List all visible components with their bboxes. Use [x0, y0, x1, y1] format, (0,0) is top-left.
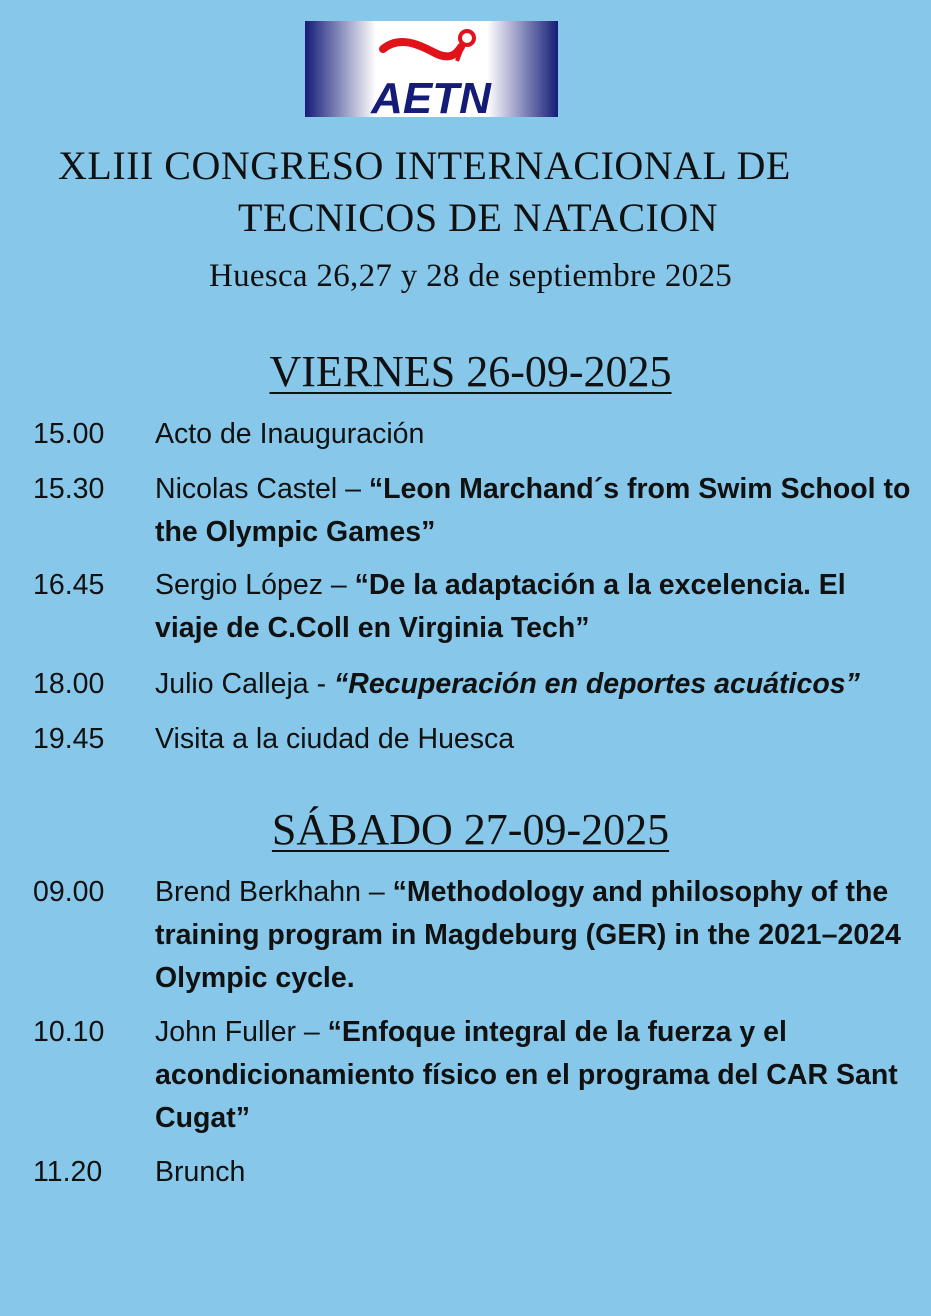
session-description	[155, 871, 915, 1000]
talk-title-line: “Leon Marchand´s from Swim School to	[368, 473, 911, 505]
session-description	[155, 663, 915, 706]
title-line-2: TECNICOS DE NATACION	[238, 195, 719, 240]
session-speaker: Julio Calleja -	[155, 668, 334, 700]
session-description	[155, 413, 915, 456]
session-time: 18.00	[33, 668, 105, 700]
session-speaker: John Fuller –	[155, 1016, 328, 1048]
session-speaker: Sergio López –	[155, 569, 355, 601]
session-time: 11.20	[33, 1156, 103, 1188]
logo-text: AETN	[371, 74, 491, 117]
session-description	[155, 718, 915, 761]
title-line-1: XLIII CONGRESO INTERNACIONAL DE	[58, 143, 791, 188]
session-description	[155, 468, 915, 554]
day-heading-viernes: VIERNES 26-09-2025	[269, 347, 672, 396]
session-description	[155, 1151, 915, 1194]
session-time: 09.00	[33, 876, 105, 908]
aetn-logo	[305, 21, 558, 117]
day-heading-sabado: SÁBADO 27-09-2025	[271, 805, 670, 854]
talk-title-line: “Methodology and philosophy of the	[392, 876, 889, 908]
session-description	[155, 564, 915, 650]
session-speaker: Visita a la ciudad de Huesca	[155, 723, 515, 755]
session-time: 19.45	[33, 723, 105, 755]
talk-title-line: viaje de C.Coll en Virginia Tech”	[155, 612, 590, 644]
event-dates: Huesca 26,27 y 28 de septiembre 2025	[208, 258, 733, 294]
session-speaker: Brunch	[155, 1156, 246, 1188]
session-time: 10.10	[33, 1016, 105, 1048]
talk-title-line: “Recuperación en deportes acuáticos”	[334, 668, 860, 700]
session-time: 15.30	[33, 473, 105, 505]
talk-title-line: Olympic cycle.	[155, 962, 355, 994]
session-speaker: Brend Berkhahn –	[155, 876, 393, 908]
session-speaker: Nicolas Castel –	[155, 473, 369, 505]
talk-title-line: “Enfoque integral de la fuerza y el	[327, 1016, 787, 1048]
session-speaker: Acto de Inauguración	[155, 418, 425, 450]
session-time: 16.45	[33, 569, 105, 601]
session-description	[155, 1011, 915, 1140]
session-time: 15.00	[33, 418, 105, 450]
talk-title-line: training program in Magdeburg (GER) in the 2021–2024	[155, 919, 901, 951]
talk-title-line: acondicionamiento físico en el programa del CAR Sant	[155, 1059, 898, 1091]
talk-title-line: Cugat”	[155, 1102, 250, 1134]
talk-title-line: “De la adaptación a la excelencia. El	[354, 569, 846, 601]
talk-title-line: the Olympic Games”	[155, 516, 436, 548]
